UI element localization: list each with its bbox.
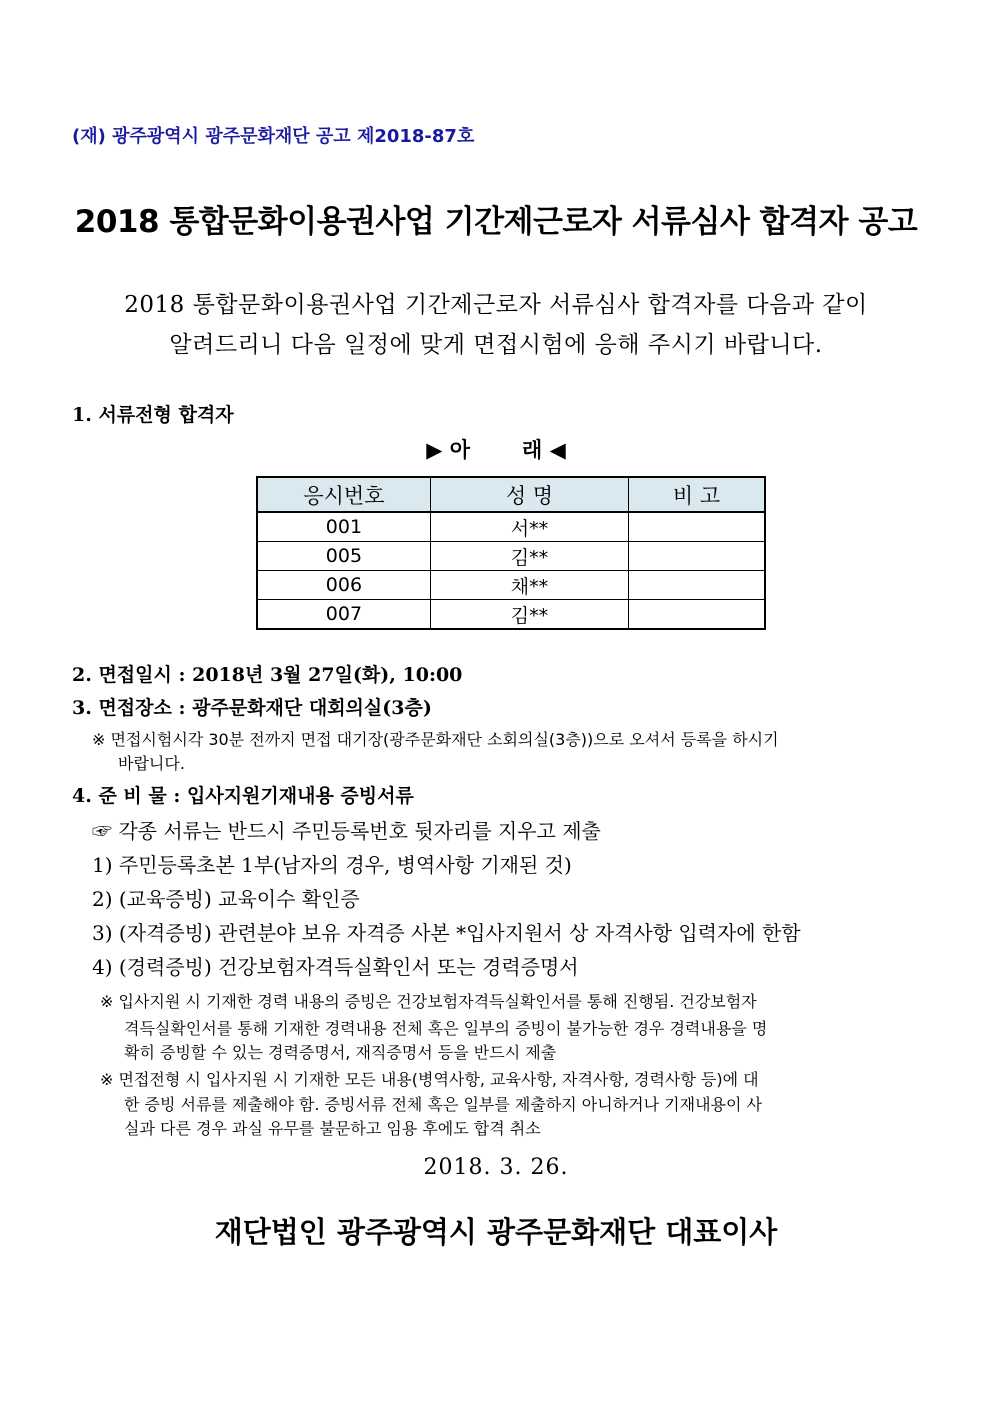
document-title: 2018 통합문화이용권사업 기간제근로자 서류심사 합격자 공고: [74, 204, 918, 240]
exam-number-cell: 005: [257, 542, 430, 571]
signer-name: 재단법인 광주광역시 광주문화재단 대표이사: [214, 1215, 778, 1249]
document-item-3: 3) (자격증빙) 관련분야 보유 자격증 사본 *입사지원서 상 자격사항 입력자에 한함: [92, 921, 801, 945]
table-header-row: [257, 477, 765, 512]
notice-date: 2018. 3. 26.: [423, 1155, 569, 1180]
exam-number-cell: 001: [257, 512, 430, 542]
document-item-4: 4) (경력증빙) 건강보험자격득실확인서 또는 경력증명서: [92, 955, 579, 979]
document-item-2: 2) (교육증빙) 교육이수 확인증: [92, 887, 360, 911]
warning-2-line-2: 한 증빙 서류를 제출해야 함. 증빙서류 전체 혹은 일부를 제출하지 아니하거나 기재내용이 사: [124, 1095, 762, 1114]
document-item-1: 1) 주민등록초본 1부(남자의 경우, 병역사항 기재된 것): [92, 853, 572, 877]
exam-number-cell: 006: [257, 571, 430, 600]
arae-heading: [0, 434, 992, 464]
remarks-cell: [629, 512, 765, 542]
name-cell: 채**: [430, 571, 628, 600]
remarks-cell: [629, 542, 765, 571]
header-name: 성 명: [430, 477, 628, 512]
exam-number-cell: 007: [257, 600, 430, 630]
intro-line-1: 2018 통합문화이용권사업 기간제근로자 서류심사 합격자를 다음과 같이: [124, 292, 868, 318]
warning-2-line-3: 실과 다른 경우 과실 유무를 불문하고 임용 후에도 합격 취소: [124, 1119, 541, 1138]
warning-1-line-3: 확히 증빙할 수 있는 경력증명서, 재직증명서 등을 반드시 제출: [124, 1043, 557, 1062]
arae-right: 래 ◀: [522, 438, 566, 462]
remarks-cell: [629, 600, 765, 630]
name-cell: 서**: [430, 512, 628, 542]
interview-datetime: 2. 면접일시 : 2018년 3월 27일(화), 10:00: [72, 664, 463, 686]
table-row: [257, 512, 765, 542]
table-row: [257, 542, 765, 571]
header-remarks: 비 고: [629, 477, 765, 512]
warning-2-line-1: ※ 면접전형 시 입사지원 시 기재한 모든 내용(병역사항, 교육사항, 자격사항, 경력사항 등)에 대: [100, 1070, 759, 1089]
header-exam-number: 응시번호: [257, 477, 430, 512]
name-cell: 김**: [430, 600, 628, 630]
warning-1-line-1: ※ 입사지원 시 기재한 경력 내용의 증빙은 건강보험자격득실확인서를 통해 진행됨. 건강보험자: [100, 992, 757, 1011]
required-documents-heading: 4. 준 비 물 : 입사지원기재내용 증빙서류: [72, 785, 414, 807]
passer-table: [256, 476, 766, 630]
name-cell: 김**: [430, 542, 628, 571]
pointing-hand-note: ☞ 각종 서류는 반드시 주민등록번호 뒷자리를 지우고 제출: [92, 819, 601, 843]
section-heading-1: 1. 서류전형 합격자: [72, 404, 234, 426]
interview-location: 3. 면접장소 : 광주문화재단 대회의실(3층): [72, 697, 432, 719]
arae-left: ▶ 아: [426, 438, 470, 462]
interview-note-line-1: ※ 면접시험시각 30분 전까지 면접 대기장(광주문화재단 소회의실(3층))으로 오셔서 등록을 하시기: [92, 730, 779, 749]
table-row: [257, 600, 765, 630]
intro-line-2: 알려드리니 다음 일정에 맞게 면접시험에 응해 주시기 바랍니다.: [169, 332, 823, 358]
warning-1-line-2: 격득실확인서를 통해 기재한 경력내용 전체 혹은 일부의 증빙이 불가능한 경우 경력내용을 명: [124, 1019, 768, 1038]
remarks-cell: [629, 571, 765, 600]
notice-number: (재) 광주광역시 광주문화재단 공고 제2018-87호: [72, 126, 475, 147]
interview-note-line-2: 바랍니다.: [118, 754, 185, 773]
table-row: [257, 571, 765, 600]
